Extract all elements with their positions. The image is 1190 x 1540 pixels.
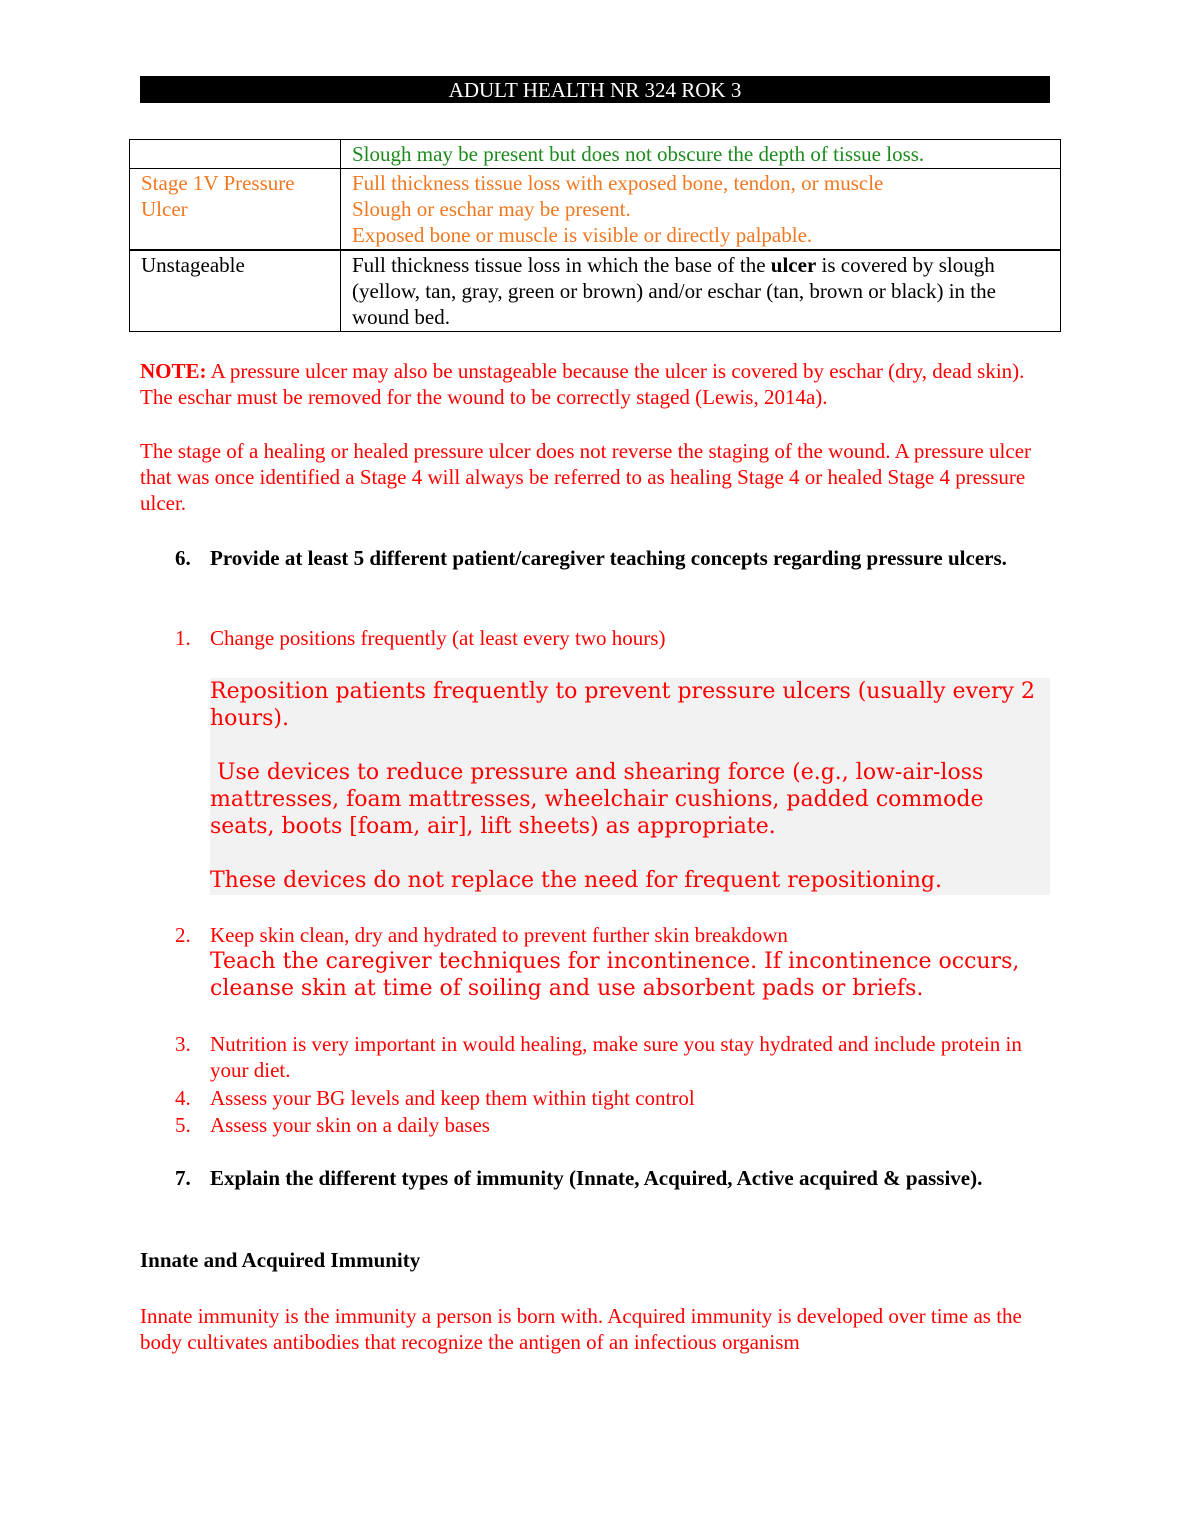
list-text: Assess your BG levels and keep them within tight control [210,1086,695,1110]
description-text: is covered by slough (yellow, tan, gray, green or brown) and/or eschar (tan, brown or black) in the wound bed. [352,253,996,329]
note-label: NOTE: [140,359,207,383]
shaded-guideline-block [210,678,1050,895]
table-row [130,250,1061,332]
description-line: Exposed bone or muscle is visible or directly palpable. [352,223,813,247]
list-item [175,1031,1045,1083]
description-bold: ulcer [770,253,817,277]
list-number: 3. [175,1032,191,1056]
stage-cell: Stage 1V Pressure Ulcer [130,169,341,251]
pressure-ulcer-stage-table [129,139,1061,332]
note-paragraph [140,358,1055,410]
stage-cell [130,140,341,169]
section-heading: Innate and Acquired Immunity [140,1248,421,1272]
stage-cell: Unstageable [130,250,341,332]
stage-description [341,169,1061,251]
list-text: Assess your skin on a daily bases [210,1113,490,1137]
list-item [175,922,1045,1002]
description-line: Slough or eschar may be present. [352,197,631,221]
question-text: Provide at least 5 different patient/caregiver teaching concepts regarding pressure ulcers. [210,546,1007,570]
description-line: Full thickness tissue loss with exposed bone, tendon, or muscle [352,171,884,195]
list-text: Change positions frequently (at least every two hours) [210,626,666,650]
description-text: Full thickness tissue loss in which the base of the [352,253,771,277]
stage-description: Slough may be present but does not obscure the depth of tissue loss. [341,140,1061,169]
question-7 [175,1165,1045,1191]
table-row [130,169,1061,251]
guideline-paragraph: These devices do not replace the need for frequent repositioning. [210,868,942,893]
list-text: Nutrition is very important in would healing, make sure you stay hydrated and include protein in your diet. [210,1032,1022,1082]
question-text: Explain the different types of immunity (Innate, Acquired, Active acquired & passive). [210,1166,983,1190]
list-number: 2. [175,923,191,947]
list-item [175,625,1045,651]
list-item [175,1085,1045,1111]
list-number: 5. [175,1113,191,1137]
list-text: Keep skin clean, dry and hydrated to prevent further skin breakdown [210,923,788,947]
list-number: 4. [175,1086,191,1110]
note-text: A pressure ulcer may also be unstageable because the ulcer is covered by eschar (dry, dead skin). The eschar must be removed for the wound to be correctly staged (Lewis, 2014a). [140,359,1025,409]
list-item [175,1112,1045,1138]
guideline-paragraph: Use devices to reduce pressure and shearing force (e.g., low-air-loss mattresses, foam mattresses, wheelchair cushions, padded commode seats, boots [foam, air], lift sheets) as appropriate. [210,760,991,839]
question-6 [175,545,1045,571]
guideline-paragraph: Reposition patients frequently to prevent pressure ulcers (usually every 2 hours). [210,679,1035,731]
stage-description [341,250,1061,332]
list-subtext: Teach the caregiver techniques for incontinence. If incontinence occurs, cleanse skin at time of soiling and use absorbent pads or briefs. [210,949,1020,1001]
immunity-paragraph: Innate immunity is the immunity a person is born with. Acquired immunity is developed over time as the body cultivates antibodies that recognize the antigen of an infectious organism [140,1304,1022,1354]
staging-paragraph: The stage of a healing or healed pressure ulcer does not reverse the staging of the wound. A pressure ulcer that was once identified a Stage 4 will always be referred to as healing Stage 4 or healed Stage 4 pressure ulcer. [140,439,1032,515]
table-row [130,140,1061,169]
question-number: 6. [175,546,191,570]
list-number: 1. [175,626,191,650]
question-number: 7. [175,1166,191,1190]
page-header: ADULT HEALTH NR 324 ROK 3 [140,76,1050,103]
